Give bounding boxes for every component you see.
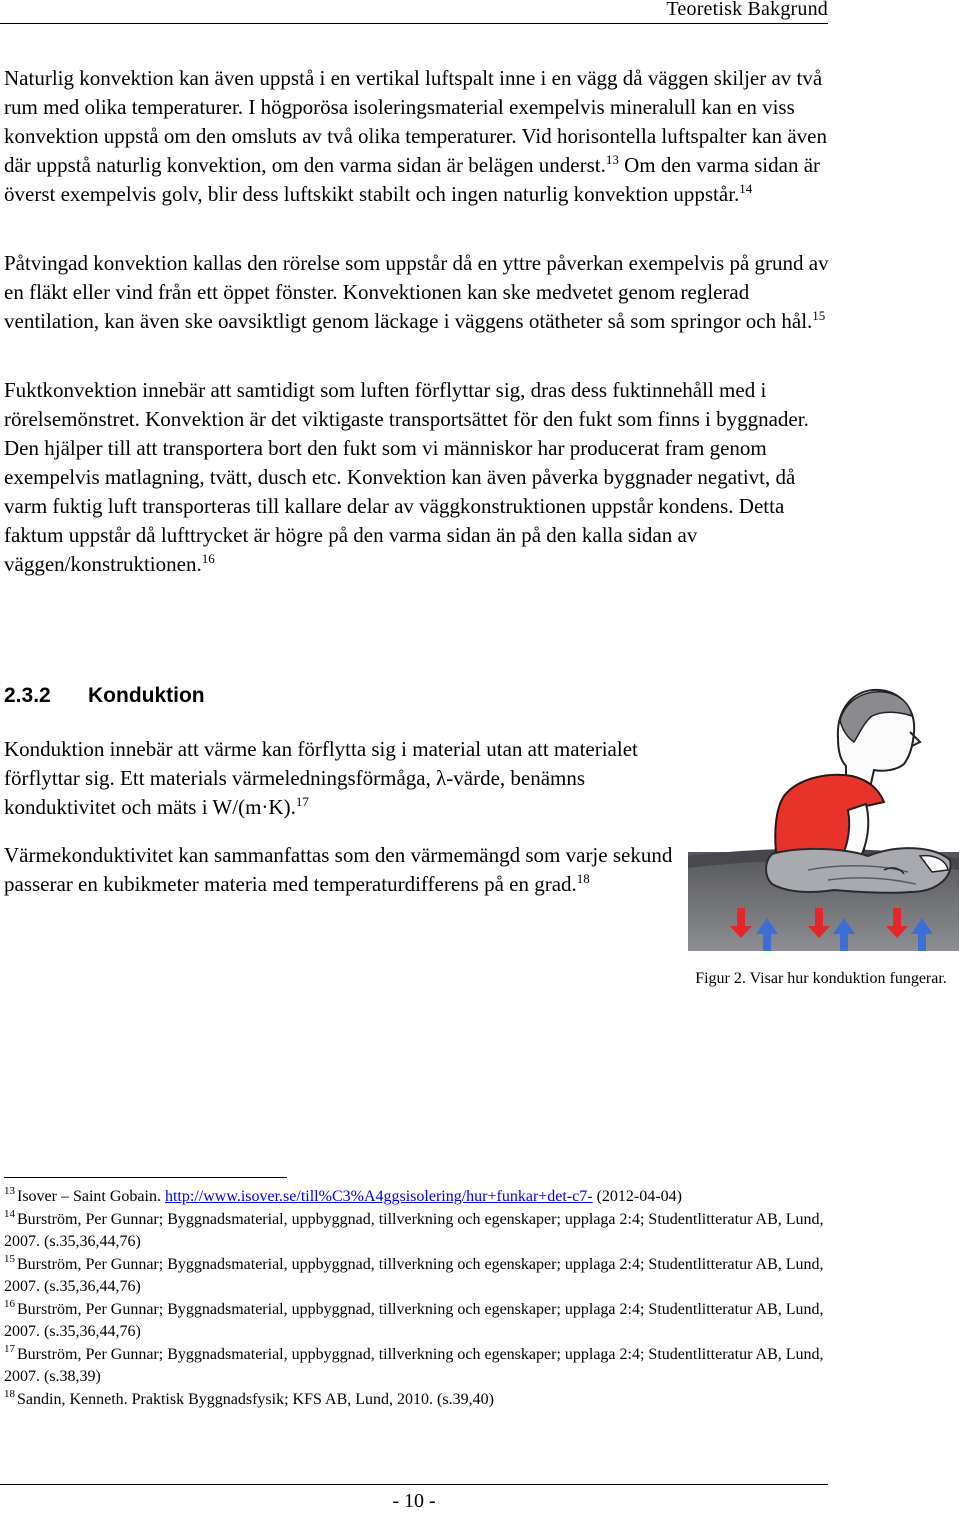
footnote-ref-17[interactable]: 17 xyxy=(295,794,309,809)
header-rule xyxy=(0,23,828,24)
paragraph-text: Naturlig konvektion kan även uppstå i en vertikal luftspalt inne i en vägg då väggen skiljer av två rum med olika temperaturer. I högporösa isoleringsmaterial exempelvis mineralull kan en viss konvektion uppstå om den omsluts av två olika temperaturer. Vid horisontella luftspalter kan även där uppstå naturlig konvektion, om den varma sidan är belägen underst. xyxy=(4,66,827,177)
footnote-number: 15 xyxy=(4,1252,15,1265)
footnote-number: 14 xyxy=(4,1207,15,1220)
sitting-person-illustration xyxy=(688,680,959,951)
footnote-number: 13 xyxy=(4,1185,15,1197)
crossed-legs xyxy=(766,848,951,893)
footnote-item xyxy=(4,1254,824,1299)
footnote-date: (2012-04-04) xyxy=(592,1188,682,1205)
section-title: Konduktion xyxy=(88,684,205,707)
footnote-item xyxy=(4,1299,824,1344)
footnote-text: Burström, Per Gunnar; Byggnadsmaterial, uppbyggnad, tillverkning och egenskaper; upplaga 2:4; Studentlitteratur AB, Lund, 2007. (s.35,36,44,76) xyxy=(4,1300,824,1340)
page-number: - 10 - xyxy=(392,1490,436,1512)
footnote-ref-18[interactable]: 18 xyxy=(576,871,590,886)
paragraph-text: Konduktion innebär att värme kan förflytta sig i material utan att materialet förflyttar sig. Ett materials värmeledningsförmåga, λ-värde, benämns konduktivitet och mäts i W/(m·K). xyxy=(4,737,638,819)
paragraph-text: Värmekonduktivitet kan sammanfattas som den värmemängd som varje sekund passerar en kubikmeter materia med temperaturdifferens på en grad. xyxy=(4,843,673,896)
paragraph-text: Påtvingad konvektion kallas den rörelse som uppstår då en yttre påverkan exempelvis på grund av en fläkt eller vind från ett öppet fönster. Konvektionen kan ske medvetet genom reglerad ventilation, kan även ske oavsiktligt genom läckage i väggens otätheter så som springor och hål. xyxy=(4,251,829,333)
paragraph-natural-convection xyxy=(4,64,832,209)
footnote-item xyxy=(4,1389,824,1412)
footnote-text: Burström, Per Gunnar; Byggnadsmaterial, uppbyggnad, tillverkning och egenskaper; upplaga 2:4; Studentlitteratur AB, Lund, 2007. (s.38,39) xyxy=(4,1345,824,1385)
running-header-title: Teoretisk Bakgrund xyxy=(666,0,828,20)
footnote-number: 17 xyxy=(4,1342,15,1355)
footer-rule xyxy=(0,1484,828,1485)
footnote-text: Burström, Per Gunnar; Byggnadsmaterial, uppbyggnad, tillverkning och egenskaper; upplaga 2:4; Studentlitteratur AB, Lund, 2007. (s.35,36,44,76) xyxy=(4,1210,824,1250)
section-heading xyxy=(4,684,205,708)
footnote-ref-16[interactable]: 16 xyxy=(201,551,215,566)
footnote-text: Isover – Saint Gobain. xyxy=(17,1188,165,1205)
footnote-ref-13[interactable]: 13 xyxy=(605,152,619,167)
footnote-ref-15[interactable]: 15 xyxy=(812,308,826,323)
footnote-ref-14[interactable]: 14 xyxy=(739,181,753,196)
footnote-text: Sandin, Kenneth. Praktisk Byggnadsfysik; KFS AB, Lund, 2010. (s.39,40) xyxy=(17,1390,494,1408)
paragraph-moisture-convection xyxy=(4,376,832,579)
paragraph-forced-convection xyxy=(4,249,832,336)
footnotes xyxy=(4,1186,824,1411)
footnote-item xyxy=(4,1344,824,1389)
footnote-item xyxy=(4,1186,824,1209)
paragraph-text: Fuktkonvektion innebär att samtidigt som luften förflyttar sig, dras dess fuktinnehåll med i rörelsemönstret. Konvektion är det viktigaste transportsättet för den fukt som finns i byggnader. Den hjälper till att transportera bort den fukt som vi människor har producerat fram genom exempelvis matlagning, tvätt, dusch etc. Konvektion kan även påverka byggnader negativt, då varm fuktig luft transporteras till kallare delar av väggkonstruktionen uppstår kondens. Detta faktum uppstår då lufttrycket är högre på den varma sidan än på den kalla sidan av väggen/konstruktionen. xyxy=(4,378,809,576)
footnote-separator xyxy=(4,1177,287,1178)
footnote-text: Burström, Per Gunnar; Byggnadsmaterial, uppbyggnad, tillverkning och egenskaper; upplaga 2:4; Studentlitteratur AB, Lund, 2007. (s.35,36,44,76) xyxy=(4,1255,824,1295)
section-number: 2.3.2 xyxy=(4,684,51,707)
paragraph-thermal-conductivity xyxy=(4,841,674,899)
footnote-item xyxy=(4,1209,824,1254)
paragraph-text: Om den varma sidan är överst exempelvis golv, blir dess luftskikt stabilt och ingen naturlig konvektion uppstår. xyxy=(4,153,821,206)
footnote-number: 16 xyxy=(4,1297,15,1310)
paragraph-conduction xyxy=(4,735,674,822)
figure-caption: Figur 2. Visar hur konduktion fungerar. xyxy=(695,970,947,987)
conduction-figure xyxy=(688,680,959,951)
footnote-number: 18 xyxy=(4,1387,15,1400)
footnote-link[interactable]: http://www.isover.se/till%C3%A4ggsisolering/hur+funkar+det-c7- xyxy=(164,1188,593,1205)
